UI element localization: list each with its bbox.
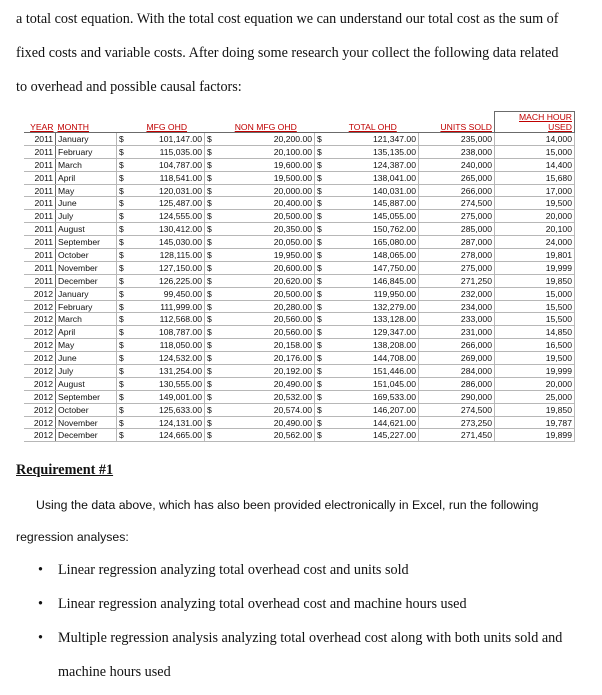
requirement-heading: Requirement #1 bbox=[16, 462, 114, 478]
cell-mach-hours: 17,000 bbox=[495, 184, 575, 197]
cell-mach-hours: 14,400 bbox=[495, 158, 575, 171]
currency-symbol: $ bbox=[315, 158, 328, 171]
table-row bbox=[24, 158, 575, 171]
currency-symbol: $ bbox=[315, 377, 328, 390]
cell-mach-hours: 19,500 bbox=[495, 352, 575, 365]
cell-mach-hours: 15,680 bbox=[495, 171, 575, 184]
cell-year: 2011 bbox=[24, 261, 56, 274]
currency-symbol: $ bbox=[205, 326, 218, 339]
cell-non-mfg-ohd: 20,500.00 bbox=[217, 287, 315, 300]
currency-symbol: $ bbox=[315, 339, 328, 352]
cell-month: December bbox=[56, 274, 117, 287]
cell-year: 2011 bbox=[24, 145, 56, 158]
table-row bbox=[24, 197, 575, 210]
cell-year: 2011 bbox=[24, 171, 56, 184]
cell-total-ohd: 148,065.00 bbox=[327, 249, 419, 262]
header-non-mfg-ohd: NON MFG OHD bbox=[234, 122, 297, 132]
currency-symbol: $ bbox=[205, 197, 218, 210]
cell-year: 2012 bbox=[24, 300, 56, 313]
currency-symbol: $ bbox=[205, 171, 218, 184]
cell-mach-hours: 19,899 bbox=[495, 429, 575, 442]
header-year: YEAR bbox=[30, 122, 54, 132]
cell-total-ohd: 121,347.00 bbox=[327, 133, 419, 146]
cell-month: December bbox=[56, 429, 117, 442]
cell-total-ohd: 151,045.00 bbox=[327, 377, 419, 390]
table-row bbox=[24, 416, 575, 429]
cell-year: 2011 bbox=[24, 210, 56, 223]
cell-total-ohd: 146,845.00 bbox=[327, 274, 419, 287]
cell-non-mfg-ohd: 20,100.00 bbox=[217, 145, 315, 158]
cell-month: January bbox=[56, 287, 117, 300]
cell-mach-hours: 20,000 bbox=[495, 210, 575, 223]
cell-mach-hours: 25,000 bbox=[495, 390, 575, 403]
intro-line-3: to overhead and possible causal factors: bbox=[16, 79, 242, 95]
cell-units-sold: 232,000 bbox=[419, 287, 495, 300]
currency-symbol: $ bbox=[117, 326, 130, 339]
cell-total-ohd: 150,762.00 bbox=[327, 223, 419, 236]
cell-mfg-ohd: 118,050.00 bbox=[129, 339, 205, 352]
cell-mach-hours: 14,000 bbox=[495, 133, 575, 146]
currency-symbol: $ bbox=[117, 390, 130, 403]
currency-symbol: $ bbox=[205, 158, 218, 171]
cell-month: October bbox=[56, 403, 117, 416]
currency-symbol: $ bbox=[117, 261, 130, 274]
cell-non-mfg-ohd: 20,158.00 bbox=[217, 339, 315, 352]
cell-year: 2011 bbox=[24, 274, 56, 287]
cell-units-sold: 271,250 bbox=[419, 274, 495, 287]
header-mach-hour-used: MACH HOUR USED bbox=[495, 112, 575, 133]
cell-units-sold: 238,000 bbox=[419, 145, 495, 158]
cell-year: 2012 bbox=[24, 377, 56, 390]
currency-symbol: $ bbox=[315, 429, 328, 442]
bullet-item-units-sold bbox=[38, 553, 583, 587]
cell-total-ohd: 144,621.00 bbox=[327, 416, 419, 429]
cell-month: July bbox=[56, 210, 117, 223]
currency-symbol: $ bbox=[205, 377, 218, 390]
cell-mfg-ohd: 130,555.00 bbox=[129, 377, 205, 390]
currency-symbol: $ bbox=[315, 403, 328, 416]
currency-symbol: $ bbox=[315, 236, 328, 249]
table-row bbox=[24, 249, 575, 262]
cell-mach-hours: 15,500 bbox=[495, 313, 575, 326]
table-row bbox=[24, 300, 575, 313]
currency-symbol: $ bbox=[117, 210, 130, 223]
cell-year: 2012 bbox=[24, 403, 56, 416]
cell-month: April bbox=[56, 171, 117, 184]
cell-year: 2011 bbox=[24, 236, 56, 249]
currency-symbol: $ bbox=[205, 300, 218, 313]
cell-units-sold: 278,000 bbox=[419, 249, 495, 262]
cell-non-mfg-ohd: 20,050.00 bbox=[217, 236, 315, 249]
cell-non-mfg-ohd: 20,192.00 bbox=[217, 365, 315, 378]
currency-symbol: $ bbox=[205, 274, 218, 287]
currency-symbol: $ bbox=[117, 429, 130, 442]
requirement-intro-line-2: regression analyses: bbox=[16, 530, 129, 544]
table-row bbox=[24, 171, 575, 184]
cell-non-mfg-ohd: 20,532.00 bbox=[217, 390, 315, 403]
cell-non-mfg-ohd: 20,350.00 bbox=[217, 223, 315, 236]
cell-non-mfg-ohd: 19,500.00 bbox=[217, 171, 315, 184]
cell-total-ohd: 145,887.00 bbox=[327, 197, 419, 210]
cell-mach-hours: 19,850 bbox=[495, 274, 575, 287]
cell-year: 2012 bbox=[24, 390, 56, 403]
cell-month: March bbox=[56, 313, 117, 326]
cell-year: 2012 bbox=[24, 416, 56, 429]
currency-symbol: $ bbox=[315, 223, 328, 236]
bullet-text: Linear regression analyzing total overhead cost and machine hours used bbox=[58, 596, 467, 612]
cell-year: 2012 bbox=[24, 339, 56, 352]
table-row bbox=[24, 184, 575, 197]
table-row bbox=[24, 274, 575, 287]
cell-year: 2011 bbox=[24, 249, 56, 262]
cell-non-mfg-ohd: 20,574.00 bbox=[217, 403, 315, 416]
currency-symbol: $ bbox=[117, 145, 130, 158]
cell-units-sold: 269,000 bbox=[419, 352, 495, 365]
cell-mach-hours: 19,850 bbox=[495, 403, 575, 416]
cell-year: 2012 bbox=[24, 326, 56, 339]
cell-mfg-ohd: 131,254.00 bbox=[129, 365, 205, 378]
table-row bbox=[24, 390, 575, 403]
currency-symbol: $ bbox=[117, 274, 130, 287]
cell-year: 2012 bbox=[24, 287, 56, 300]
bullet-text: Linear regression analyzing total overhead cost and units sold bbox=[58, 562, 409, 578]
currency-symbol: $ bbox=[205, 184, 218, 197]
currency-symbol: $ bbox=[205, 352, 218, 365]
currency-symbol: $ bbox=[315, 145, 328, 158]
cell-total-ohd: 138,208.00 bbox=[327, 339, 419, 352]
bullet-text-continued: machine hours used bbox=[58, 664, 171, 680]
currency-symbol: $ bbox=[205, 236, 218, 249]
currency-symbol: $ bbox=[315, 287, 328, 300]
cell-mach-hours: 15,500 bbox=[495, 300, 575, 313]
cell-mfg-ohd: 101,147.00 bbox=[129, 133, 205, 146]
cell-non-mfg-ohd: 19,600.00 bbox=[217, 158, 315, 171]
cell-non-mfg-ohd: 20,562.00 bbox=[217, 429, 315, 442]
table-body bbox=[24, 133, 575, 442]
currency-symbol: $ bbox=[205, 416, 218, 429]
currency-symbol: $ bbox=[315, 184, 328, 197]
cell-mfg-ohd: 124,131.00 bbox=[129, 416, 205, 429]
cell-units-sold: 265,000 bbox=[419, 171, 495, 184]
cell-non-mfg-ohd: 20,500.00 bbox=[217, 210, 315, 223]
cell-year: 2012 bbox=[24, 313, 56, 326]
currency-symbol: $ bbox=[315, 249, 328, 262]
cell-units-sold: 274,500 bbox=[419, 403, 495, 416]
currency-symbol: $ bbox=[315, 313, 328, 326]
cell-total-ohd: 119,950.00 bbox=[327, 287, 419, 300]
cell-non-mfg-ohd: 20,490.00 bbox=[217, 377, 315, 390]
table-row bbox=[24, 377, 575, 390]
cell-year: 2011 bbox=[24, 133, 56, 146]
cell-mfg-ohd: 99,450.00 bbox=[129, 287, 205, 300]
cell-mach-hours: 19,500 bbox=[495, 197, 575, 210]
currency-symbol: $ bbox=[205, 249, 218, 262]
cell-units-sold: 290,000 bbox=[419, 390, 495, 403]
cell-total-ohd: 133,128.00 bbox=[327, 313, 419, 326]
cell-mach-hours: 19,999 bbox=[495, 365, 575, 378]
currency-symbol: $ bbox=[117, 171, 130, 184]
currency-symbol: $ bbox=[117, 223, 130, 236]
bullet-dot: • bbox=[38, 562, 43, 578]
cell-non-mfg-ohd: 20,560.00 bbox=[217, 313, 315, 326]
currency-symbol: $ bbox=[315, 352, 328, 365]
table-row bbox=[24, 339, 575, 352]
bullet-dot: • bbox=[38, 596, 43, 612]
cell-mach-hours: 19,801 bbox=[495, 249, 575, 262]
cell-units-sold: 266,000 bbox=[419, 339, 495, 352]
cell-units-sold: 274,500 bbox=[419, 197, 495, 210]
cell-month: November bbox=[56, 261, 117, 274]
currency-symbol: $ bbox=[315, 300, 328, 313]
cell-total-ohd: 151,446.00 bbox=[327, 365, 419, 378]
currency-symbol: $ bbox=[205, 133, 218, 146]
cell-non-mfg-ohd: 20,560.00 bbox=[217, 326, 315, 339]
currency-symbol: $ bbox=[117, 197, 130, 210]
cell-total-ohd: 145,227.00 bbox=[327, 429, 419, 442]
cell-mfg-ohd: 125,633.00 bbox=[129, 403, 205, 416]
currency-symbol: $ bbox=[315, 326, 328, 339]
currency-symbol: $ bbox=[315, 274, 328, 287]
currency-symbol: $ bbox=[205, 261, 218, 274]
cell-month: January bbox=[56, 133, 117, 146]
bullet-item-multiple-regression bbox=[38, 621, 583, 689]
cell-month: February bbox=[56, 300, 117, 313]
currency-symbol: $ bbox=[205, 365, 218, 378]
cell-total-ohd: 147,750.00 bbox=[327, 261, 419, 274]
cell-mfg-ohd: 127,150.00 bbox=[129, 261, 205, 274]
cell-mach-hours: 19,999 bbox=[495, 261, 575, 274]
currency-symbol: $ bbox=[205, 145, 218, 158]
cell-units-sold: 234,000 bbox=[419, 300, 495, 313]
cell-month: October bbox=[56, 249, 117, 262]
cell-mfg-ohd: 111,999.00 bbox=[129, 300, 205, 313]
header-total-ohd: TOTAL OHD bbox=[348, 122, 397, 132]
cell-mfg-ohd: 125,487.00 bbox=[129, 197, 205, 210]
cell-year: 2012 bbox=[24, 365, 56, 378]
currency-symbol: $ bbox=[315, 171, 328, 184]
cell-units-sold: 266,000 bbox=[419, 184, 495, 197]
currency-symbol: $ bbox=[117, 313, 130, 326]
currency-symbol: $ bbox=[117, 352, 130, 365]
cell-mach-hours: 15,000 bbox=[495, 287, 575, 300]
cell-mach-hours: 24,000 bbox=[495, 236, 575, 249]
currency-symbol: $ bbox=[205, 390, 218, 403]
currency-symbol: $ bbox=[117, 403, 130, 416]
currency-symbol: $ bbox=[117, 365, 130, 378]
table-row bbox=[24, 261, 575, 274]
cell-mach-hours: 20,000 bbox=[495, 377, 575, 390]
cell-mach-hours: 20,100 bbox=[495, 223, 575, 236]
cell-non-mfg-ohd: 20,600.00 bbox=[217, 261, 315, 274]
cell-total-ohd: 145,055.00 bbox=[327, 210, 419, 223]
cell-mfg-ohd: 130,412.00 bbox=[129, 223, 205, 236]
cell-month: August bbox=[56, 223, 117, 236]
cell-total-ohd: 169,533.00 bbox=[327, 390, 419, 403]
currency-symbol: $ bbox=[205, 223, 218, 236]
cell-units-sold: 233,000 bbox=[419, 313, 495, 326]
cell-units-sold: 231,000 bbox=[419, 326, 495, 339]
cell-mfg-ohd: 126,225.00 bbox=[129, 274, 205, 287]
cell-non-mfg-ohd: 20,176.00 bbox=[217, 352, 315, 365]
table-row bbox=[24, 429, 575, 442]
currency-symbol: $ bbox=[117, 184, 130, 197]
table-row bbox=[24, 313, 575, 326]
currency-symbol: $ bbox=[205, 210, 218, 223]
cell-non-mfg-ohd: 20,200.00 bbox=[217, 133, 315, 146]
cell-total-ohd: 140,031.00 bbox=[327, 184, 419, 197]
table-header-row bbox=[24, 112, 575, 133]
currency-symbol: $ bbox=[205, 313, 218, 326]
cell-mfg-ohd: 124,665.00 bbox=[129, 429, 205, 442]
overhead-data-table bbox=[24, 111, 575, 442]
requirement-intro-line-1: Using the data above, which has also been provided electronically in Excel, run the following bbox=[36, 498, 539, 512]
table-row bbox=[24, 365, 575, 378]
cell-month: April bbox=[56, 326, 117, 339]
currency-symbol: $ bbox=[315, 261, 328, 274]
cell-month: July bbox=[56, 365, 117, 378]
cell-units-sold: 287,000 bbox=[419, 236, 495, 249]
currency-symbol: $ bbox=[205, 287, 218, 300]
cell-total-ohd: 144,708.00 bbox=[327, 352, 419, 365]
cell-month: June bbox=[56, 197, 117, 210]
cell-non-mfg-ohd: 20,400.00 bbox=[217, 197, 315, 210]
currency-symbol: $ bbox=[117, 339, 130, 352]
cell-month: March bbox=[56, 158, 117, 171]
table-row bbox=[24, 403, 575, 416]
cell-non-mfg-ohd: 20,000.00 bbox=[217, 184, 315, 197]
currency-symbol: $ bbox=[315, 197, 328, 210]
bullet-text: Multiple regression analysis analyzing total overhead cost along with both units sold and bbox=[58, 630, 563, 646]
cell-total-ohd: 124,387.00 bbox=[327, 158, 419, 171]
cell-mach-hours: 14,850 bbox=[495, 326, 575, 339]
cell-month: May bbox=[56, 339, 117, 352]
header-month: MONTH bbox=[57, 122, 90, 132]
cell-units-sold: 235,000 bbox=[419, 133, 495, 146]
cell-total-ohd: 135,135.00 bbox=[327, 145, 419, 158]
cell-mfg-ohd: 108,787.00 bbox=[129, 326, 205, 339]
table-row bbox=[24, 236, 575, 249]
intro-line-1: a total cost equation. With the total cost equation we can understand our total cost as the sum of bbox=[16, 11, 559, 27]
cell-total-ohd: 138,041.00 bbox=[327, 171, 419, 184]
cell-month: August bbox=[56, 377, 117, 390]
cell-units-sold: 286,000 bbox=[419, 377, 495, 390]
currency-symbol: $ bbox=[315, 210, 328, 223]
cell-mfg-ohd: 149,001.00 bbox=[129, 390, 205, 403]
cell-month: September bbox=[56, 390, 117, 403]
cell-units-sold: 240,000 bbox=[419, 158, 495, 171]
cell-year: 2012 bbox=[24, 429, 56, 442]
cell-mfg-ohd: 120,031.00 bbox=[129, 184, 205, 197]
cell-year: 2011 bbox=[24, 158, 56, 171]
cell-year: 2011 bbox=[24, 197, 56, 210]
cell-mach-hours: 16,500 bbox=[495, 339, 575, 352]
currency-symbol: $ bbox=[117, 133, 130, 146]
cell-non-mfg-ohd: 20,620.00 bbox=[217, 274, 315, 287]
currency-symbol: $ bbox=[117, 158, 130, 171]
table-row bbox=[24, 223, 575, 236]
currency-symbol: $ bbox=[117, 377, 130, 390]
currency-symbol: $ bbox=[117, 249, 130, 262]
currency-symbol: $ bbox=[315, 416, 328, 429]
cell-total-ohd: 146,207.00 bbox=[327, 403, 419, 416]
cell-mfg-ohd: 104,787.00 bbox=[129, 158, 205, 171]
cell-units-sold: 285,000 bbox=[419, 223, 495, 236]
currency-symbol: $ bbox=[315, 133, 328, 146]
table-row bbox=[24, 326, 575, 339]
currency-symbol: $ bbox=[117, 236, 130, 249]
table-row bbox=[24, 145, 575, 158]
cell-year: 2011 bbox=[24, 223, 56, 236]
cell-mfg-ohd: 112,568.00 bbox=[129, 313, 205, 326]
cell-mfg-ohd: 124,555.00 bbox=[129, 210, 205, 223]
cell-total-ohd: 132,279.00 bbox=[327, 300, 419, 313]
cell-units-sold: 284,000 bbox=[419, 365, 495, 378]
cell-total-ohd: 129,347.00 bbox=[327, 326, 419, 339]
cell-month: May bbox=[56, 184, 117, 197]
cell-year: 2011 bbox=[24, 184, 56, 197]
currency-symbol: $ bbox=[117, 287, 130, 300]
header-mfg-ohd: MFG OHD bbox=[146, 122, 188, 132]
cell-total-ohd: 165,080.00 bbox=[327, 236, 419, 249]
cell-units-sold: 275,000 bbox=[419, 210, 495, 223]
cell-units-sold: 271,450 bbox=[419, 429, 495, 442]
cell-month: June bbox=[56, 352, 117, 365]
cell-mfg-ohd: 118,541.00 bbox=[129, 171, 205, 184]
table-row bbox=[24, 287, 575, 300]
intro-line-2: fixed costs and variable costs. After doing some research your collect the following data related bbox=[16, 45, 559, 61]
cell-units-sold: 275,000 bbox=[419, 261, 495, 274]
currency-symbol: $ bbox=[117, 416, 130, 429]
bullet-dot: • bbox=[38, 630, 43, 646]
cell-mach-hours: 19,787 bbox=[495, 416, 575, 429]
cell-mfg-ohd: 115,035.00 bbox=[129, 145, 205, 158]
cell-month: November bbox=[56, 416, 117, 429]
cell-mach-hours: 15,000 bbox=[495, 145, 575, 158]
currency-symbol: $ bbox=[315, 365, 328, 378]
header-units-sold: UNITS SOLD bbox=[440, 122, 492, 132]
currency-symbol: $ bbox=[205, 403, 218, 416]
table-row bbox=[24, 210, 575, 223]
cell-month: September bbox=[56, 236, 117, 249]
cell-non-mfg-ohd: 20,490.00 bbox=[217, 416, 315, 429]
currency-symbol: $ bbox=[117, 300, 130, 313]
cell-month: February bbox=[56, 145, 117, 158]
cell-mfg-ohd: 145,030.00 bbox=[129, 236, 205, 249]
cell-mfg-ohd: 128,115.00 bbox=[129, 249, 205, 262]
cell-units-sold: 273,250 bbox=[419, 416, 495, 429]
cell-non-mfg-ohd: 19,950.00 bbox=[217, 249, 315, 262]
currency-symbol: $ bbox=[205, 339, 218, 352]
currency-symbol: $ bbox=[205, 429, 218, 442]
table-row bbox=[24, 133, 575, 146]
table-row bbox=[24, 352, 575, 365]
cell-non-mfg-ohd: 20,280.00 bbox=[217, 300, 315, 313]
bullet-item-machine-hours bbox=[38, 587, 583, 621]
currency-symbol: $ bbox=[315, 390, 328, 403]
cell-mfg-ohd: 124,532.00 bbox=[129, 352, 205, 365]
cell-year: 2012 bbox=[24, 352, 56, 365]
